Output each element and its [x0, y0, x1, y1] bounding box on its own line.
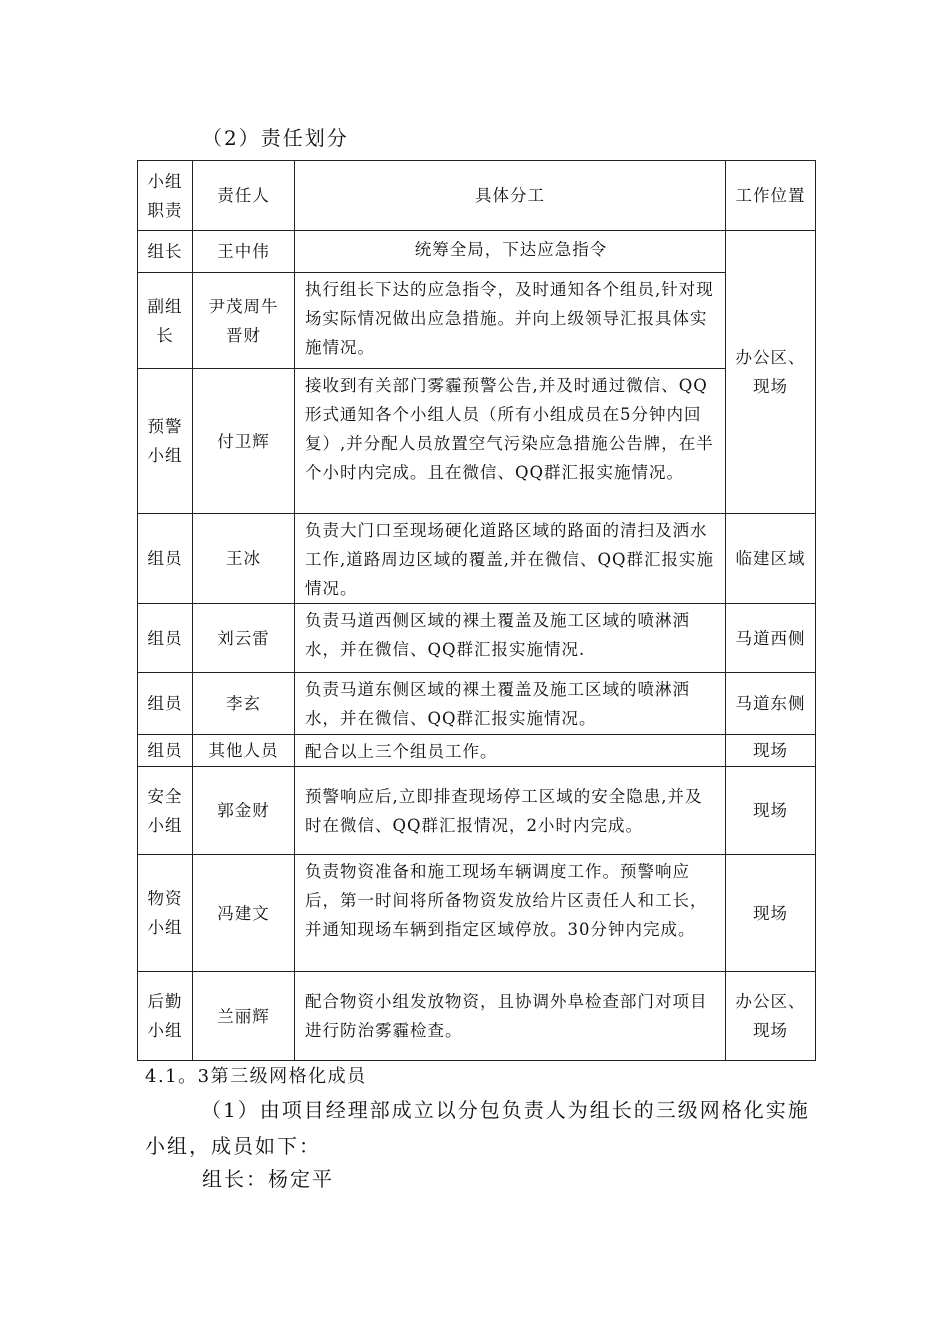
- cell-task: 负责物资准备和施工现场车辆调度工作。预警响应后，第一时间将所备物资发放给片区责任人和工长，并通知现场车辆到指定区域停放。30分钟内完成。: [295, 855, 726, 972]
- cell-location: 马道西侧: [726, 604, 816, 673]
- cell-task: 预警响应后,立即排查现场停工区域的安全隐患,并及时在微信、QQ群汇报情况，2小时内完成。: [295, 767, 726, 855]
- cell-task: 配合以上三个组员工作。: [295, 735, 726, 767]
- cell-group: 物资小组: [138, 855, 193, 972]
- table-row: [138, 514, 816, 604]
- cell-person: 尹茂周牛晋财: [193, 273, 295, 369]
- header-location: 工作位置: [726, 161, 816, 231]
- cell-group: 组员: [138, 735, 193, 767]
- table-row: [138, 673, 816, 735]
- cell-person: 王中伟: [193, 231, 295, 273]
- header-group: 小组职责: [138, 161, 193, 231]
- table-row: [138, 273, 816, 369]
- cell-person: 付卫辉: [193, 369, 295, 514]
- cell-location: 马道东侧: [726, 673, 816, 735]
- table-row: [138, 767, 816, 855]
- cell-location: 临建区域: [726, 514, 816, 604]
- cell-person: 郭金财: [193, 767, 295, 855]
- section-heading: （2）责任划分: [202, 126, 349, 150]
- leader-line: 组长：杨定平: [202, 1167, 334, 1191]
- table-row: [138, 972, 816, 1061]
- cell-location: 现场: [726, 735, 816, 767]
- cell-person: 王冰: [193, 514, 295, 604]
- table-header-row: [138, 161, 816, 231]
- cell-location: 现场: [726, 767, 816, 855]
- cell-location: 办公区、现场: [726, 972, 816, 1061]
- table-row: [138, 369, 816, 514]
- cell-location: 现场: [726, 855, 816, 972]
- cell-group: 预警小组: [138, 369, 193, 514]
- responsibility-table: [137, 160, 816, 1061]
- table-row: [138, 231, 816, 273]
- cell-group: 副组长: [138, 273, 193, 369]
- cell-group: 组员: [138, 604, 193, 673]
- table-row: [138, 735, 816, 767]
- cell-task: 负责大门口至现场硬化道路区域的路面的清扫及洒水工作,道路周边区域的覆盖,并在微信、QQ群汇报实施情况。: [295, 514, 726, 604]
- subsection-heading: 4.1。3第三级网格化成员: [145, 1066, 367, 1087]
- table-row: [138, 855, 816, 972]
- cell-group: 组员: [138, 673, 193, 735]
- cell-task: 接收到有关部门雾霾预警公告,并及时通过微信、QQ形式通知各个小组人员（所有小组成员在5分钟内回复）,并分配人员放置空气污染应急措施公告牌，在半个小时内完成。且在微信、QQ群汇报实施情况。: [295, 369, 726, 514]
- header-person: 责任人: [193, 161, 295, 231]
- cell-person: 刘云雷: [193, 604, 295, 673]
- cell-task: 负责马道东侧区域的裸土覆盖及施工区域的喷淋洒水，并在微信、QQ群汇报实施情况。: [295, 673, 726, 735]
- cell-person: 李玄: [193, 673, 295, 735]
- cell-task: 统筹全局，下达应急指令: [295, 231, 726, 273]
- body-paragraph: （1）由项目经理部成立以分包负责人为组长的三级网格化实施小组，成员如下：: [145, 1098, 810, 1158]
- cell-person: 兰丽辉: [193, 972, 295, 1061]
- cell-task: 配合物资小组发放物资，且协调外阜检查部门对项目进行防治雾霾检查。: [295, 972, 726, 1061]
- cell-person: 冯建文: [193, 855, 295, 972]
- header-task: 具体分工: [295, 161, 726, 231]
- cell-group: 后勤小组: [138, 972, 193, 1061]
- cell-group: 组员: [138, 514, 193, 604]
- cell-location-merged: 办公区、现场: [726, 231, 816, 514]
- cell-person: 其他人员: [193, 735, 295, 767]
- table-row: [138, 604, 816, 673]
- cell-task: 执行组长下达的应急指令，及时通知各个组员,针对现场实际情况做出应急措施。并向上级领导汇报具体实施情况。: [295, 273, 726, 369]
- cell-group: 组长: [138, 231, 193, 273]
- cell-group: 安全小组: [138, 767, 193, 855]
- cell-task: 负责马道西侧区域的裸土覆盖及施工区域的喷淋洒水，并在微信、QQ群汇报实施情况.: [295, 604, 726, 673]
